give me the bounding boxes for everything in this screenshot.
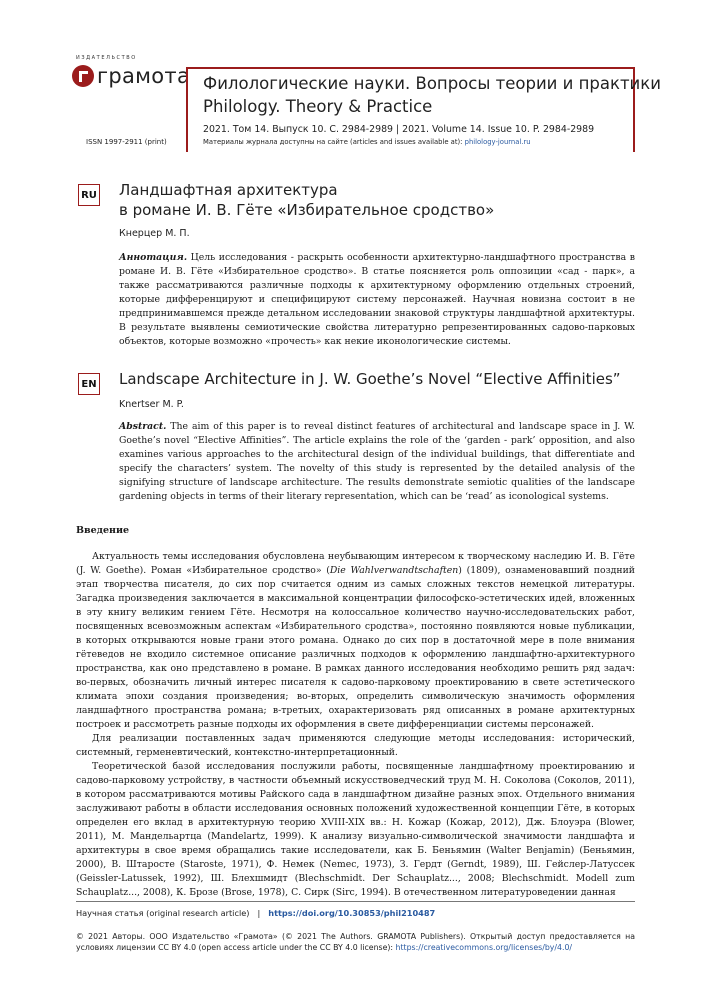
footer-divider bbox=[76, 901, 635, 902]
article-type: Научная статья (original research article) bbox=[76, 908, 250, 918]
license-link[interactable]: https://creativecommons.org/licenses/by/4.0/ bbox=[395, 943, 573, 952]
license-notice bbox=[76, 931, 635, 953]
author-ru: Кнерцер М. П. bbox=[119, 228, 190, 239]
intro-p1-b: ) (1809), ознаменовавший поздний этап творчества писателя, до сих пор считается одним из самых сложных текстов немецкой литературы. Загадка произведения заключается в максимальной концентрации философско-эстетических идей, вложенных в эту книгу великим гением Гёте. Несмотря на колоссальное количество научно-исследовательских работ, посвященных всевозможным аспектам «Избирательного сродства», постоянно появляются новые публикации, в которых открываются новые грани этого романа. Однако до сих пор в достаточной мере в поле внимания гётеведов не входило системное описание различных подходов к оформлению ландшафтно-архитектурного пространства, как оно представлено в романе. В рамках данного исследования необходимо решить ряд задач: во-первых, обозначить личный интерес писателя к садово-парковому проектированию в свете эстетического климата эпохи создания произведения; во-вторых, определить символическую значимость оформления ландшафтного пространства романа; в-третьих, охарактеризовать ряд описанных в романе архитектурных построек и рассмотреть разные подходы их оформления в свете дифференциации системы персонажей. bbox=[76, 565, 635, 730]
journal-title bbox=[203, 72, 661, 118]
section-heading-intro: Введение bbox=[76, 525, 130, 536]
issn: ISSN 1997-2911 (print) bbox=[86, 138, 167, 146]
abstract-ru-lead: Аннотация. bbox=[119, 252, 188, 263]
abstract-en-text: The aim of this paper is to reveal distinct features of architectural and landscape space in J. W. Goethe’s novel “Elective Affinities”. The article explains the role of the ‘garden - park’ opposition, and also examines various approaches to the architectural design of the individual buildings, that differentiate and specify the characters’ system. The novelty of this study is represented by the detailed analysis of the signifying structure of landscape architecture. The results demonstrate semiotic qualities of the landscape gardening objects in terms of their literary representation, which can be ‘read’ as iconological systems. bbox=[119, 421, 635, 502]
article-title-en: Landscape Architecture in J. W. Goethe’s Novel “Elective Affinities” bbox=[119, 370, 621, 388]
journal-site-link[interactable]: philology-journal.ru bbox=[464, 138, 531, 146]
abstract-en-lead: Abstract. bbox=[119, 421, 167, 432]
intro-paragraph-2: Для реализации поставленных задач применяются следующие методы исследования: исторический, системный, герменевтический, контекстно-интерпретационный. bbox=[76, 733, 635, 758]
journal-title-en: Philology. Theory & Practice bbox=[203, 97, 433, 116]
logo-text: грамота bbox=[97, 64, 191, 88]
publisher-label: ИЗДАТЕЛЬСТВО bbox=[76, 55, 137, 61]
intro-p1-italic: Die Wahlverwandtschaften bbox=[329, 565, 459, 576]
article-title-ru bbox=[119, 180, 494, 220]
ru-language-badge: RU bbox=[78, 184, 100, 206]
intro-paragraph-1 bbox=[76, 550, 635, 732]
footer-article-type bbox=[76, 908, 435, 918]
doi-link[interactable]: https://doi.org/10.30853/phil210487 bbox=[268, 908, 436, 918]
title-ru-line2: в романе И. В. Гёте «Избирательное сродство» bbox=[119, 201, 495, 219]
intro-p1-a: Актуальность темы исследования обусловлена неубывающим интересом к творческому наследию И. В. Гёте (J. W. Goethe). Роман «Избирательное сродство» ( bbox=[76, 551, 635, 576]
citation-line: 2021. Том 14. Выпуск 10. С. 2984-2989 | 2021. Volume 14. Issue 10. P. 2984-2989 bbox=[203, 124, 595, 135]
materials-text: Материалы журнала доступны на сайте (articles and issues available at): bbox=[203, 138, 465, 146]
gramota-logo-icon bbox=[70, 63, 96, 89]
abstract-ru bbox=[119, 251, 635, 349]
materials-line bbox=[203, 138, 531, 146]
en-language-badge: EN bbox=[78, 373, 100, 395]
license-text: © 2021 Авторы. ООО Издательство «Грамота» (© 2021 The Authors. GRAMOTA Publishers). Открытый доступ предоставляется на условиях лицензии CC BY 4.0 (open access article under the CC BY 4.0 license): bbox=[76, 932, 635, 952]
intro-paragraph-3: Теоретической базой исследования послужили работы, посвященные ландшафтному проектированию и садово-парковому устройству, в частности объемный искусствоведческий труд М. Н. Соколова (Соколов, 2011), в котором рассматриваются мотивы Райского сада в ландшафтном дизайне разных эпох. Отдельного внимания заслуживают работы в области исследования основных положений художественной концепции Гёте, в которых определен его вклад в архитектурную теорию XVIII-XIX вв.: Н. Кожар (Кожар, 2012), Дж. Блоуэра (Blower, 2011), М. Мандельартца (Mandelartz, 1999). К анализу визуально-символической значимости ландшафта и архитектуры в свое время обращались такие исследователи, как Б. Беньямин (Walter Benjamin) (Беньямин, 2000), В. Штаросте (Staroste, 1971), Ф. Немек (Nemec, 1973), З. Гердт (Gerndt, 1989), Ш. Гейслер-Латуссек (Geissler-Latussek, 1992), Ш. Блехшмидт (Blechschmidt. Der Schauplatz..., 2008; Blechschmidt. Modell zum Schauplatz..., 2008), К. Брозе (Brose, 1978), С. Сирк (Sirc, 1994). В отечественном литературоведении данная bbox=[76, 761, 635, 898]
footer-separator: | bbox=[257, 908, 261, 918]
author-en: Knertser M. P. bbox=[119, 399, 184, 410]
abstract-en bbox=[119, 420, 635, 504]
title-ru-line1: Ландшафтная архитектура bbox=[119, 181, 338, 199]
journal-title-ru: Филологические науки. Вопросы теории и практики bbox=[203, 74, 661, 93]
abstract-ru-text: Цель исследования - раскрыть особенности архитектурно-ландшафтного пространства в романе И. В. Гёте «Избирательное сродство». В статье поясняется роль оппозиции «сад - парк», а также рассматриваются различные подходы к архитектурному оформлению отдельных строений, которые дифференцируют и специфицируют систему персонажей. Научная новизна состоит в не предпринимавшемся прежде детальном исследовании знаковой структуры ландшафтной архитектуры. В результате выявлены семиотические свойства литературно репрезентированных садово-парковых объектов, которые возможно «прочесть» как некие иконологические системы. bbox=[119, 252, 635, 347]
intro-body bbox=[76, 550, 635, 900]
publisher-logo[interactable] bbox=[70, 63, 190, 89]
